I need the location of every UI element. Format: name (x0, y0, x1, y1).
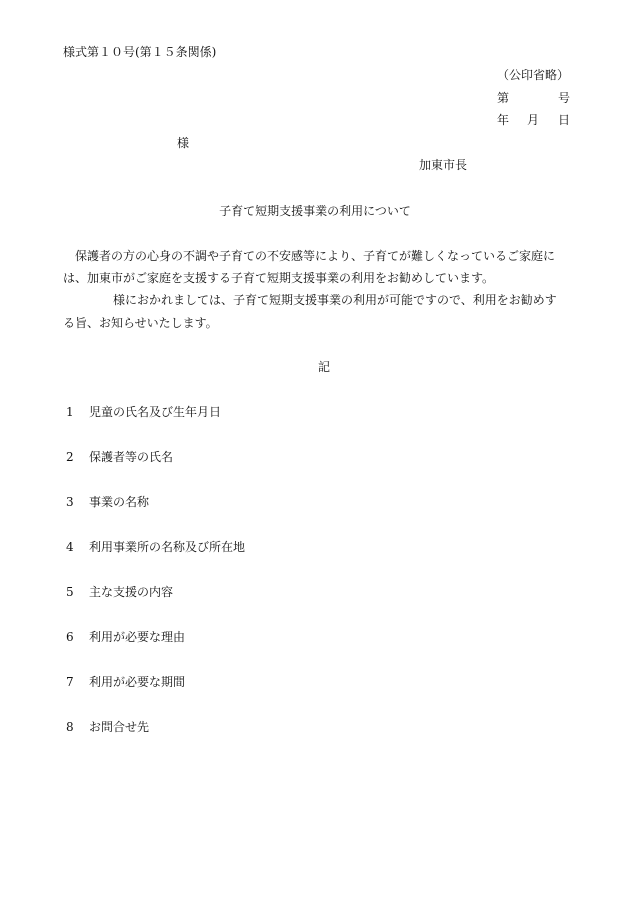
body-paragraph1-line1: 保護者の方の心身の不調や子育ての不安感等により、子育てが難しくなっているご家庭に (75, 249, 556, 263)
doc-number-dai: 第 (497, 91, 510, 105)
item-number: 2 (66, 450, 74, 464)
ki-heading: 記 (318, 360, 331, 374)
item-number: 5 (66, 585, 74, 599)
item-text: お問合せ先 (89, 720, 150, 734)
body-paragraph2-line1: 様におかれましては、子育て短期支援事業の利用が可能ですので、利用をお勧めす (113, 293, 557, 307)
document-title: 子育て短期支援事業の利用について (219, 204, 411, 218)
body-paragraph1-line2: は、加東市がご家庭を支援する子育て短期支援事業の利用をお勧めしています。 (63, 271, 495, 285)
seal-omitted-note: （公印省略） (497, 68, 570, 82)
date-year: 年 (497, 113, 510, 127)
item-text: 主な支援の内容 (89, 585, 174, 599)
item-text: 利用が必要な期間 (89, 675, 186, 689)
item-text: 保護者等の氏名 (89, 450, 174, 464)
sender-name: 加東市長 (419, 158, 468, 172)
item-number: 4 (66, 540, 74, 554)
item-number: 6 (66, 630, 74, 644)
item-text: 利用事業所の名称及び所在地 (89, 540, 246, 554)
body-paragraph2-line2: る旨、お知らせいたします。 (63, 316, 218, 330)
item-text: 事業の名称 (89, 495, 150, 509)
doc-number-go: 号 (558, 91, 571, 105)
addressee-suffix: 様 (177, 136, 190, 150)
date-month: 月 (527, 113, 540, 127)
date-day: 日 (558, 113, 571, 127)
item-number: 1 (66, 405, 74, 419)
item-number: 3 (66, 495, 74, 509)
item-number: 8 (66, 720, 74, 734)
item-number: 7 (66, 675, 74, 689)
item-text: 児童の氏名及び生年月日 (89, 405, 222, 419)
item-text: 利用が必要な理由 (89, 630, 186, 644)
form-number: 様式第１０号(第１５条関係) (63, 45, 217, 59)
